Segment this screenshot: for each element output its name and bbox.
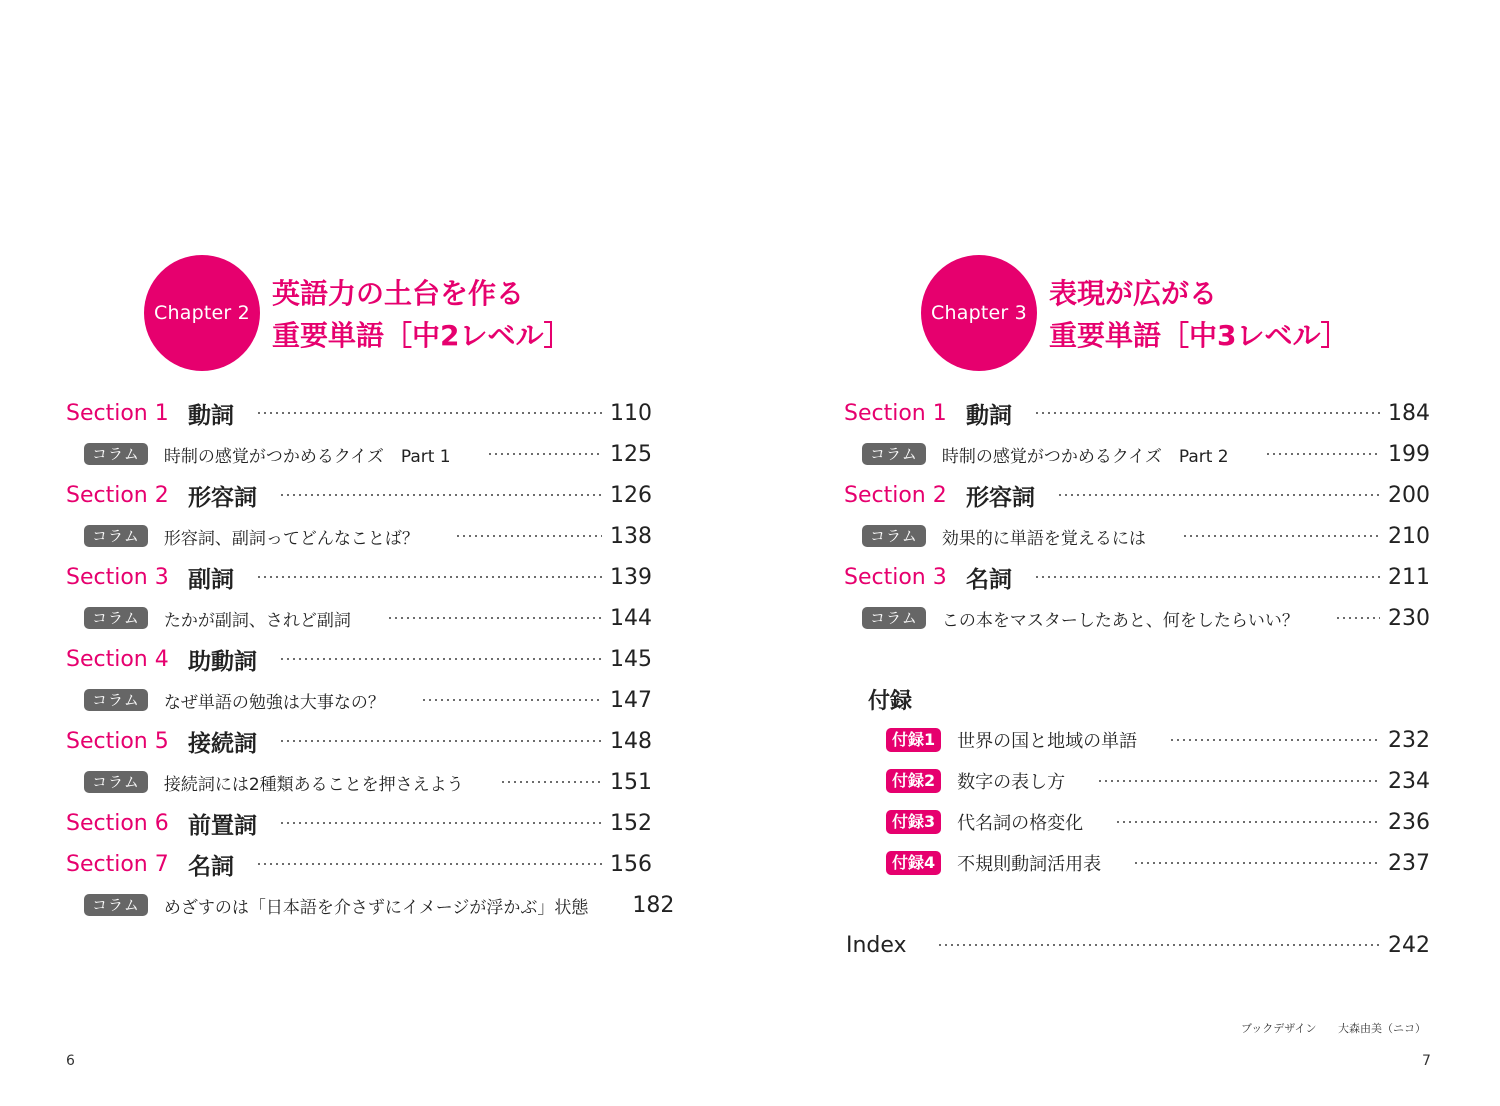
column-badge: コラム bbox=[84, 443, 148, 465]
page-ref: 210 bbox=[1388, 523, 1430, 549]
toc-section-row[interactable] bbox=[66, 721, 652, 761]
column-title: めざすのは「日本語を介さずにイメージが浮かぶ」状態 bbox=[163, 897, 589, 918]
appendix-title: 不規則動詞活用表 bbox=[957, 854, 1102, 875]
toc-section-row[interactable] bbox=[66, 475, 652, 515]
column-badge: コラム bbox=[84, 607, 148, 629]
dot-leader bbox=[1057, 494, 1380, 496]
column-title: 効果的に単語を覚えるには bbox=[941, 528, 1146, 549]
appendix-row[interactable] bbox=[886, 843, 1430, 883]
column-badge: コラム bbox=[84, 689, 148, 711]
column-title: 形容詞、副詞ってどんなことば？ bbox=[163, 528, 419, 549]
toc-column-row[interactable] bbox=[84, 885, 675, 925]
section-label: Section 1 bbox=[844, 400, 947, 426]
dot-leader bbox=[937, 944, 1380, 946]
section-label: Section 5 bbox=[66, 728, 169, 754]
chapter-title-line1: 表現が広がる bbox=[1049, 277, 1218, 310]
dot-leader bbox=[1169, 739, 1380, 741]
page-ref: 242 bbox=[1388, 932, 1430, 958]
section-label: Section 2 bbox=[66, 482, 169, 508]
section-label: Section 7 bbox=[66, 851, 169, 877]
index-label: Index bbox=[846, 932, 907, 958]
page-ref: 110 bbox=[610, 400, 652, 426]
dot-leader bbox=[1034, 576, 1380, 578]
dot-leader bbox=[387, 617, 602, 619]
page-ref: 151 bbox=[610, 769, 652, 795]
dot-leader bbox=[1182, 535, 1380, 537]
toc-section-row[interactable] bbox=[844, 475, 1430, 515]
page-ref: 236 bbox=[1388, 809, 1430, 835]
dot-leader bbox=[256, 863, 602, 865]
column-badge: コラム bbox=[84, 771, 148, 793]
section-title: 助動詞 bbox=[188, 648, 257, 675]
page-number: 6 bbox=[66, 1053, 75, 1069]
chapter-title-line2: 重要単語［中2レベル］ bbox=[272, 319, 572, 352]
column-badge: コラム bbox=[862, 525, 926, 547]
dot-leader bbox=[256, 576, 602, 578]
dot-leader bbox=[279, 658, 602, 660]
toc-section-row[interactable] bbox=[844, 557, 1430, 597]
column-title: なぜ単語の勉強は大事なの？ bbox=[163, 692, 385, 713]
toc-column-row[interactable] bbox=[862, 598, 1430, 638]
page-number: 7 bbox=[1422, 1053, 1431, 1069]
dot-leader bbox=[455, 535, 602, 537]
appendix-title: 世界の国と地域の単語 bbox=[957, 731, 1138, 752]
toc-column-row[interactable] bbox=[84, 680, 652, 720]
page-ref: 230 bbox=[1388, 605, 1430, 631]
chapter-badge: Chapter 3 bbox=[921, 255, 1037, 371]
dot-leader bbox=[1133, 862, 1380, 864]
dot-leader bbox=[279, 740, 602, 742]
toc-section-row[interactable] bbox=[844, 393, 1430, 433]
page-ref: 199 bbox=[1388, 441, 1430, 467]
appendix-row[interactable] bbox=[886, 761, 1430, 801]
credit-name: 大森由美（ニコ） bbox=[1338, 1022, 1426, 1035]
appendix-row[interactable] bbox=[886, 802, 1430, 842]
section-title: 動詞 bbox=[188, 402, 234, 429]
appendix-badge: 付録4 bbox=[886, 851, 941, 875]
column-title: 接続詞には2種類あることを押さえよう bbox=[163, 774, 464, 795]
dot-leader bbox=[279, 822, 602, 824]
section-label: Section 3 bbox=[844, 564, 947, 590]
dot-leader bbox=[1097, 780, 1380, 782]
section-label: Section 4 bbox=[66, 646, 169, 672]
dot-leader bbox=[421, 699, 602, 701]
column-badge: コラム bbox=[862, 443, 926, 465]
column-title: 時制の感覚がつかめるクイズ Part 2 bbox=[941, 446, 1229, 467]
toc-column-row[interactable] bbox=[84, 516, 652, 556]
page-ref: 237 bbox=[1388, 850, 1430, 876]
right-page bbox=[750, 0, 1500, 1106]
toc-section-row[interactable] bbox=[66, 393, 652, 433]
chapter-title bbox=[272, 273, 571, 357]
dot-leader bbox=[500, 781, 602, 783]
section-title: 副詞 bbox=[188, 566, 234, 593]
section-label: Section 6 bbox=[66, 810, 169, 836]
dot-leader bbox=[1335, 617, 1380, 619]
section-title: 接続詞 bbox=[188, 730, 257, 757]
chapter-title bbox=[1049, 273, 1348, 357]
section-title: 形容詞 bbox=[966, 484, 1035, 511]
toc-section-row[interactable] bbox=[66, 844, 652, 884]
chapter-badge: Chapter 2 bbox=[144, 255, 260, 371]
dot-leader bbox=[487, 453, 602, 455]
dot-leader bbox=[279, 494, 602, 496]
dot-leader bbox=[1265, 453, 1380, 455]
page-ref: 125 bbox=[610, 441, 652, 467]
appendix-title: 代名詞の格変化 bbox=[957, 813, 1084, 834]
appendix-badge: 付録2 bbox=[886, 769, 941, 793]
toc-column-row[interactable] bbox=[862, 516, 1430, 556]
page-ref: 232 bbox=[1388, 727, 1430, 753]
page-ref: 200 bbox=[1388, 482, 1430, 508]
column-title: 時制の感覚がつかめるクイズ Part 1 bbox=[163, 446, 451, 467]
credit-line bbox=[1241, 1020, 1426, 1036]
page-ref: 184 bbox=[1388, 400, 1430, 426]
page-ref: 234 bbox=[1388, 768, 1430, 794]
page-ref: 138 bbox=[610, 523, 652, 549]
toc-column-row[interactable] bbox=[862, 434, 1430, 474]
column-title: この本をマスターしたあと、何をしたらいい？ bbox=[941, 610, 1299, 631]
toc-column-row[interactable] bbox=[84, 598, 652, 638]
dot-leader bbox=[256, 412, 602, 414]
page-ref: 147 bbox=[610, 687, 652, 713]
section-label: Section 1 bbox=[66, 400, 169, 426]
page-ref: 211 bbox=[1388, 564, 1430, 590]
page-ref: 139 bbox=[610, 564, 652, 590]
section-label: Section 2 bbox=[844, 482, 947, 508]
section-title: 名詞 bbox=[966, 566, 1012, 593]
column-badge: コラム bbox=[84, 894, 148, 916]
column-title: たかが副詞、されど副詞 bbox=[163, 610, 351, 631]
toc-column-row[interactable] bbox=[84, 434, 652, 474]
column-badge: コラム bbox=[862, 607, 926, 629]
section-title: 動詞 bbox=[966, 402, 1012, 429]
section-title: 名詞 bbox=[188, 853, 234, 880]
toc-section-row[interactable] bbox=[66, 557, 652, 597]
dot-leader bbox=[1115, 821, 1380, 823]
appendix-badge: 付録3 bbox=[886, 810, 941, 834]
page-ref: 148 bbox=[610, 728, 652, 754]
appendix-title: 数字の表し方 bbox=[957, 772, 1066, 793]
appendix-row[interactable] bbox=[886, 720, 1430, 760]
appendix-badge: 付録1 bbox=[886, 728, 941, 752]
toc-section-row[interactable] bbox=[66, 803, 652, 843]
page-ref: 152 bbox=[610, 810, 652, 836]
page-ref: 126 bbox=[610, 482, 652, 508]
toc-column-row[interactable] bbox=[84, 762, 652, 802]
section-title: 前置詞 bbox=[188, 812, 257, 839]
page-ref: 182 bbox=[632, 892, 675, 918]
dot-leader bbox=[1034, 412, 1380, 414]
section-title: 形容詞 bbox=[188, 484, 257, 511]
page-ref: 144 bbox=[610, 605, 652, 631]
toc-index-row[interactable] bbox=[846, 925, 1430, 965]
appendix-heading: 付録 bbox=[868, 689, 913, 714]
page-ref: 156 bbox=[610, 851, 652, 877]
chapter-title-line2: 重要単語［中3レベル］ bbox=[1049, 319, 1349, 352]
credit-role: ブックデザイン bbox=[1241, 1022, 1317, 1035]
column-badge: コラム bbox=[84, 525, 148, 547]
toc-section-row[interactable] bbox=[66, 639, 652, 679]
section-label: Section 3 bbox=[66, 564, 169, 590]
chapter-title-line1: 英語力の土台を作る bbox=[272, 277, 525, 310]
page-ref: 145 bbox=[610, 646, 652, 672]
